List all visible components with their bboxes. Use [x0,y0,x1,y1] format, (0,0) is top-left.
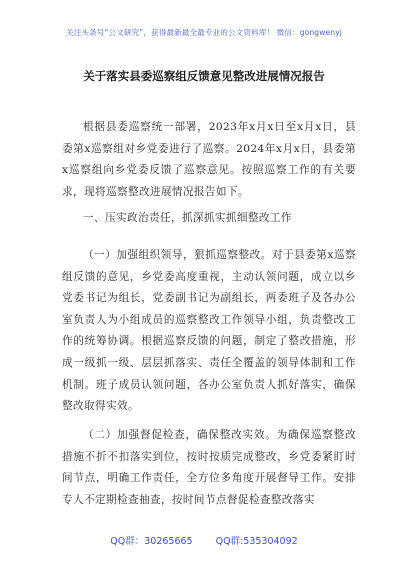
section-heading-1: 一、压实政治责任，抓深抓实抓细整改工作 [83,212,292,224]
header-banner: 关注头条号“公文研究”，获得最新最全最专业的公文资料库！ 微信：gongwenyj [66,28,342,37]
paragraph-supervision: （二）加强督促检查，确保整改实效。为确保巡察整改措施不折不扣落实到位，按时按质完成整改，乡党委紧盯时间节点，明确工作责任，全方位多角度开展督导工作。安排专人不定期检查抽查，按时间节点督促检查整改落实 [62,429,356,506]
paragraph-organization: （一）加强组织领导，狠抓巡察整改。对于县委第x巡察组反馈的意见，乡党委高度重视，主动认领问题，成立以乡党委书记为组长，党委副书记为副组长，两委班子及各办公室负责人为小组成员的巡察整改工作领导小组，负责整改工作的统筹协调。根据巡察反馈的问题，制定了整改措施，形成一级抓一级、层层抓落实、责任全覆盖的领导体制和工作机制。班子成员认领问题，各办公室负责人抓好落实，确保整改取得实效。 [62,249,356,413]
footer-qq-group-1: QQ群：30265665 [110,536,193,547]
footer-qq-group-2: QQ群:535304092 [215,536,298,547]
footer-contacts [0,533,408,547]
document-title: 关于落实县委巡察组反馈意见整改进展情况报告 [83,69,325,83]
paragraph-intro: 根据县委巡察统一部署，2023年x月x日至x月x日，县委第x巡察组对乡党委进行了巡察。2024年x月x日，县委第x巡察组向乡党委反馈了巡察意见。按照巡察工作的有关要求，现将巡察整改进展情况报告如下。 [62,121,356,198]
